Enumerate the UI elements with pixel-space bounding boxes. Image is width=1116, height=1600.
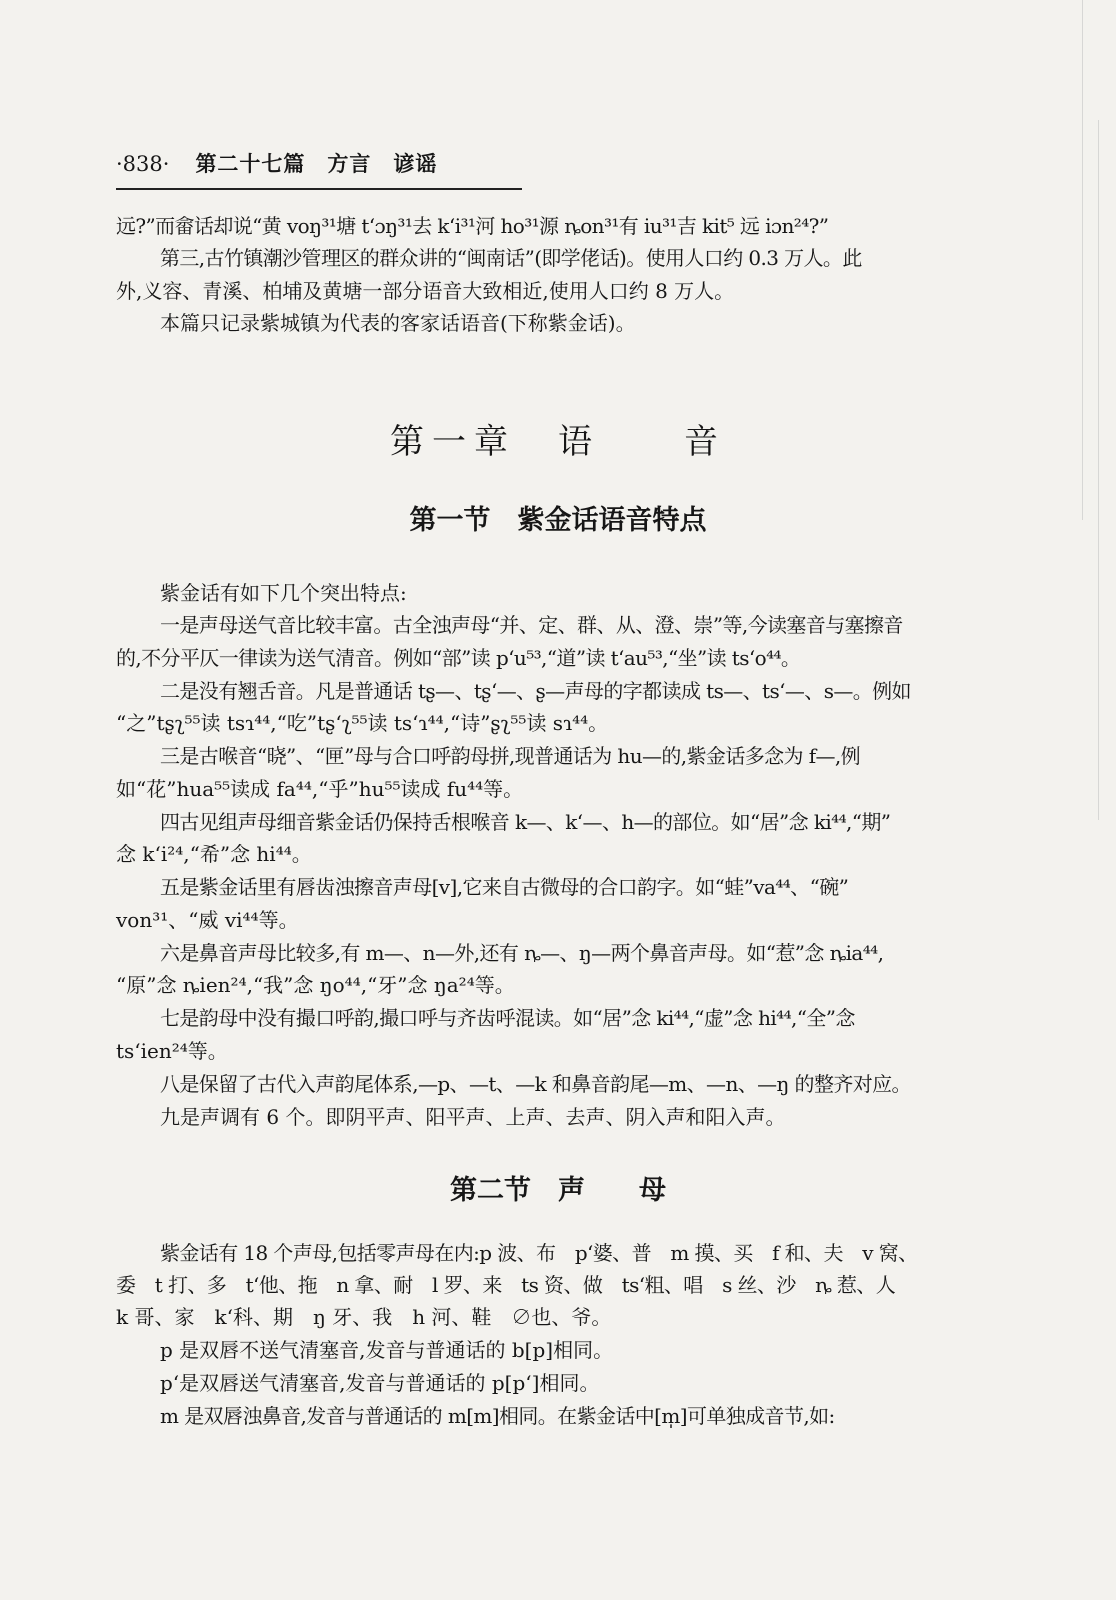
text-line: von³¹、“威 vi⁴⁴等。 — [116, 908, 299, 932]
text-line: ts‘ien²⁴等。 — [116, 1039, 228, 1063]
text-line: 五是紫金话里有唇齿浊擦音声母[v],它来自古微母的合口韵字。如“蛙”va⁴⁴、“碗” — [160, 875, 849, 899]
scan-streak — [1082, 0, 1083, 520]
text-line: k 哥、家 k‘科、期 ŋ 牙、我 h 河、鞋 ∅也、爷。 — [116, 1305, 612, 1329]
running-header — [116, 148, 524, 188]
text-line: 外,义容、青溪、柏埔及黄塘一部分语音大致相近,使用人口约 8 万人。 — [116, 279, 735, 303]
text-line: 念 k‘i²⁴,“希”念 hi⁴⁴。 — [116, 842, 312, 866]
text-line: 六是鼻音声母比较多,有 m—、n—外,还有 ȵ—、ŋ—两个鼻音声母。如“惹”念 ȵia⁴⁴, — [160, 941, 884, 965]
chapter-title: 第一章 语 音 — [390, 422, 726, 462]
text-line: 第三,古竹镇潮沙管理区的群众讲的“闽南话”(即学佬话)。使用人口约 0.3 万人。此 — [160, 246, 862, 270]
text-line: 九是声调有 6 个。即阴平声、阳平声、上声、去声、阴入声和阳入声。 — [160, 1105, 786, 1129]
text-line: 三是古喉音“晓”、“匣”母与合口呼韵母拼,现普通话为 hu—的,紫金话多念为 f—,例 — [160, 744, 861, 768]
text-line: 委 t 打、多 t‘他、拖 n 拿、耐 l 罗、来 ts 资、做 ts‘粗、唱 s 丝、沙 ȵ 惹、人 — [116, 1273, 896, 1297]
text-line: 如“花”hua⁵⁵读成 fa⁴⁴,“乎”hu⁵⁵读成 fu⁴⁴等。 — [116, 777, 524, 801]
text-line: 八是保留了古代入声韵尾体系,—p、—t、—k 和鼻音韵尾—m、—n、—ŋ 的整齐对应。 — [160, 1072, 911, 1096]
text-line: p 是双唇不送气清塞音,发音与普通话的 b[p]相同。 — [160, 1338, 614, 1362]
text-line: 紫金话有如下几个突出特点: — [160, 581, 407, 605]
section-title: 第二节 声 母 — [450, 1175, 666, 1206]
page-number: ·838· — [116, 152, 170, 176]
text-line: m 是双唇浊鼻音,发音与普通话的 m[m]相同。在紫金话中[m̩]可单独成音节,如: — [160, 1404, 835, 1428]
text-line: 紫金话有 18 个声母,包括零声母在内:p 波、布 p‘婆、普 m 摸、买 f 和、夫 v 窝、 — [160, 1241, 918, 1265]
running-header-title: 第二十七篇 方言 谚谣 — [195, 152, 438, 176]
text-line: p‘是双唇送气清塞音,发音与普通话的 p[p‘]相同。 — [160, 1371, 600, 1395]
text-line: 一是声母送气音比较丰富。古全浊声母“并、定、群、从、澄、崇”等,今读塞音与塞擦音 — [160, 613, 903, 637]
text-line: 四古见组声母细音紫金话仍保持舌根喉音 k—、k‘—、h—的部位。如“居”念 ki⁴⁴,“期” — [160, 810, 891, 834]
section-title: 第一节 紫金话语音特点 — [409, 505, 707, 536]
text-line: “原”念 ȵien²⁴,“我”念 ŋo⁴⁴,“牙”念 ŋa²⁴等。 — [116, 973, 515, 997]
scan-streak — [1098, 120, 1099, 820]
text-line: 二是没有翘舌音。凡是普通话 tʂ—、tʂ‘—、ʂ—声母的字都读成 ts—、ts‘—、s—。例如 — [160, 679, 911, 703]
text-line: 远?”而畲话却说“黄 voŋ³¹塘 t‘ɔŋ³¹去 k‘i³¹河 ho³¹源 ȵon³¹有 iu³¹吉 kit⁵ 远 iɔn²⁴?” — [116, 214, 829, 238]
header-rule — [116, 188, 522, 190]
text-line: 本篇只记录紫城镇为代表的客家话语音(下称紫金话)。 — [160, 311, 636, 335]
text-line: 七是韵母中没有撮口呼韵,撮口呼与齐齿呼混读。如“居”念 ki⁴⁴,“虚”念 hi⁴⁴,“全”念 — [160, 1006, 855, 1030]
text-line: 的,不分平仄一律读为送气清音。例如“部”读 p‘u⁵³,“道”读 t‘au⁵³,“坐”读 ts‘o⁴⁴。 — [116, 646, 801, 670]
text-line: “之”tʂʅ⁵⁵读 tsɿ⁴⁴,“吃”tʂ‘ʅ⁵⁵读 ts‘ɿ⁴⁴,“诗”ʂʅ⁵⁵读 sɿ⁴⁴。 — [116, 711, 609, 735]
